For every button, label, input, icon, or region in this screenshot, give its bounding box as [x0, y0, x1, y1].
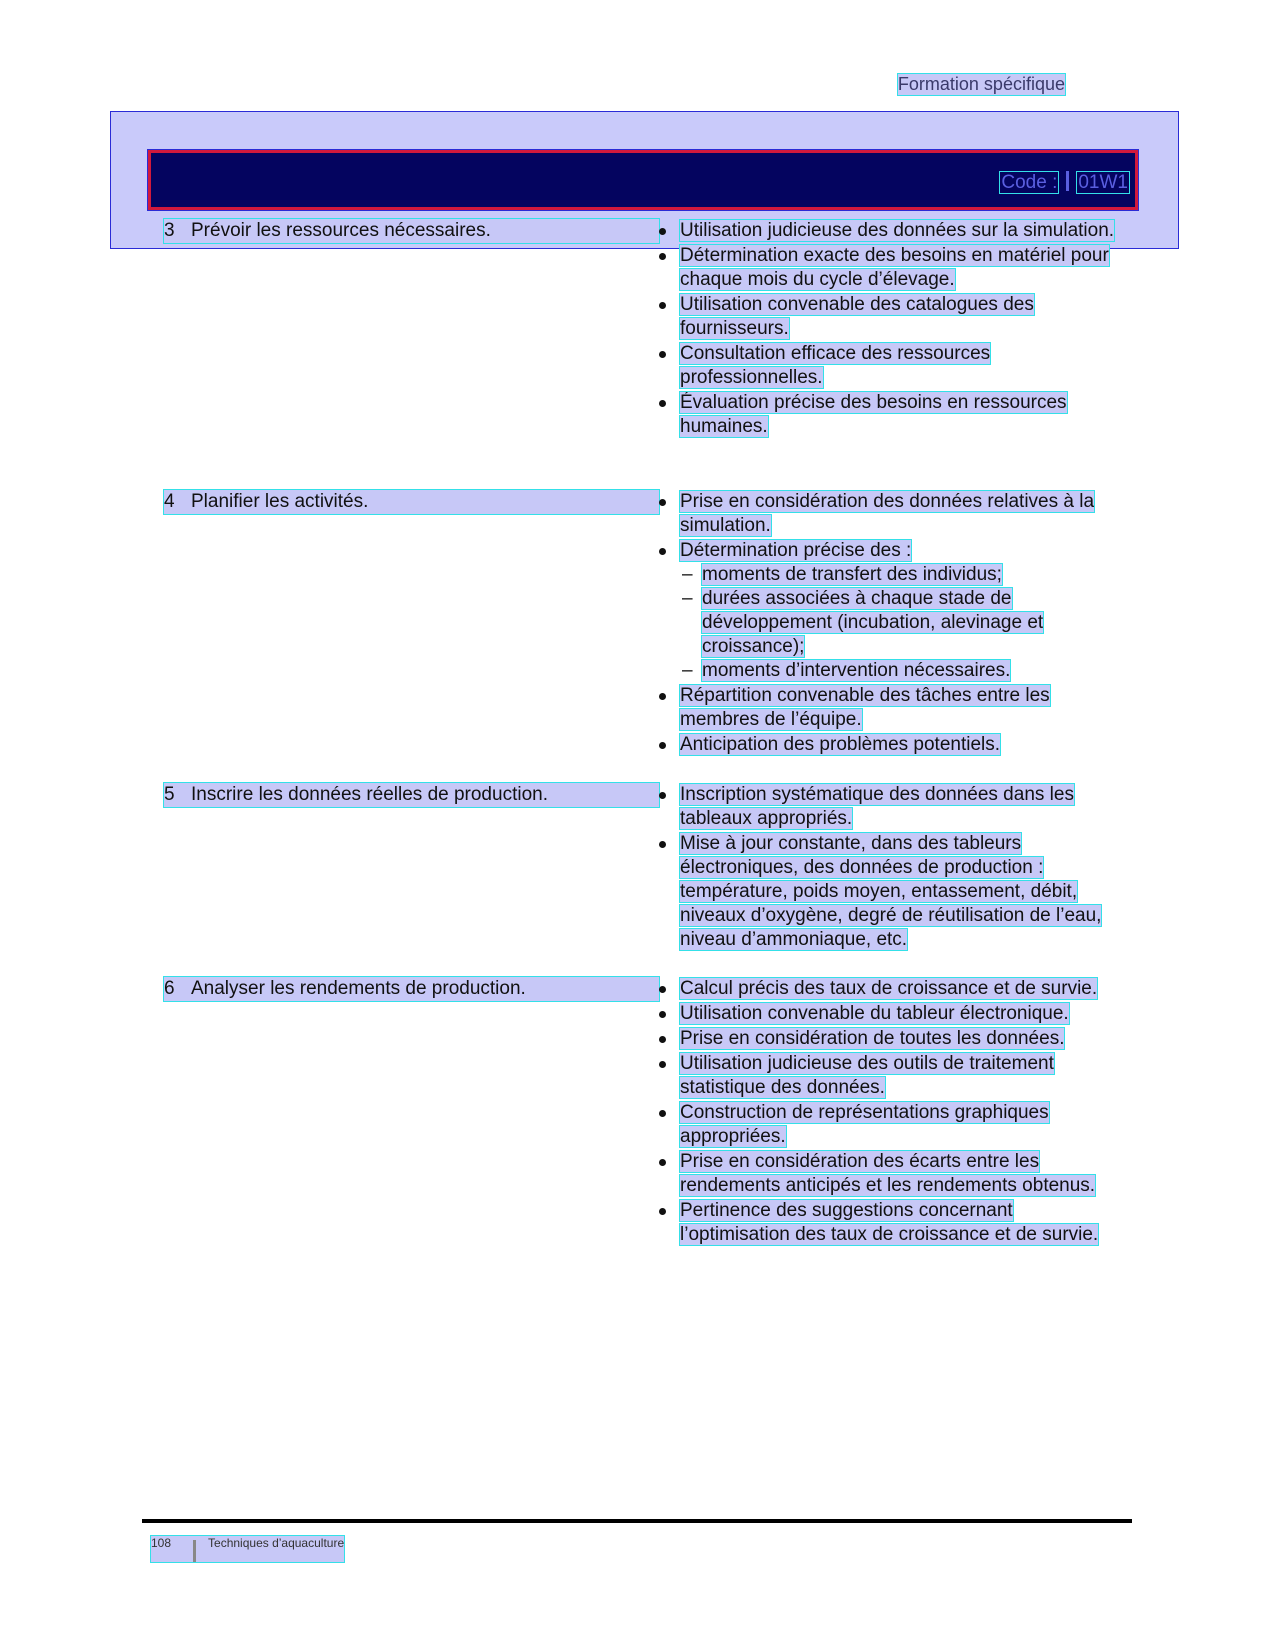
criterion: Détermination précise des : – moments de transfert des individus; – durées associées à chaque stade de développement (incubation, alevinage et croissance); – moments d’intervention nécessaires.	[656, 539, 1116, 683]
sub-criterion: – moments de transfert des individus;	[680, 563, 1116, 587]
criterion: Utilisation judicieuse des données sur la simulation.	[656, 219, 1116, 243]
code-value: 01W1	[1078, 172, 1128, 193]
criterion: Prise en considération de toutes les données.	[656, 1027, 1116, 1051]
criteria-list	[656, 783, 1116, 953]
criterion: Mise à jour constante, dans des tableurs électroniques, des données de production : température, poids moyen, entassement, débit, niveaux d’oxygène, degré de réutilisation de l’eau, niveau d’ammoniaque, etc.	[656, 832, 1116, 952]
program-title: Techniques d’aquaculture	[208, 1536, 345, 1550]
criterion: Consultation efficace des ressources professionnelles.	[656, 342, 1116, 390]
sub-criteria-list	[680, 563, 1116, 683]
criterion: Inscription systématique des données dans les tableaux appropriés.	[656, 783, 1116, 831]
criterion: Utilisation judicieuse des outils de traitement statistique des données.	[656, 1052, 1116, 1100]
running-header: Formation spécifique	[897, 74, 1065, 94]
course-code	[1000, 171, 1129, 194]
code-label: Code :	[1001, 172, 1058, 193]
sub-criterion: – moments d’intervention nécessaires.	[680, 659, 1116, 683]
criterion: Utilisation convenable du tableur électronique.	[656, 1002, 1116, 1026]
criterion: Évaluation précise des besoins en ressources humaines.	[656, 391, 1116, 439]
sub-criterion: – durées associées à chaque stade de développement (incubation, alevinage et croissance);	[680, 587, 1116, 659]
element-label: 3 Prévoir les ressources nécessaires.	[164, 219, 659, 243]
criteria-list	[656, 490, 1116, 758]
criterion: Construction de représentations graphiques appropriées.	[656, 1101, 1116, 1149]
criterion: Utilisation convenable des catalogues des fournisseurs.	[656, 293, 1116, 341]
criterion: Détermination exacte des besoins en matériel pour chaque mois du cycle d’élevage.	[656, 244, 1116, 292]
element-label: 6 Analyser les rendements de production.	[164, 977, 659, 1001]
criterion: Prise en considération des écarts entre les rendements anticipés et les rendements obtenus.	[656, 1150, 1116, 1198]
criteria-list	[656, 219, 1116, 440]
element-label: 5 Inscrire les données réelles de production.	[164, 783, 659, 807]
criterion: Prise en considération des données relatives à la simulation.	[656, 490, 1116, 538]
page-number: 108	[151, 1536, 172, 1550]
footer-rule	[142, 1519, 1132, 1523]
criterion: Pertinence des suggestions concernant l’optimisation des taux de croissance et de survie.	[656, 1199, 1116, 1247]
criteria-list	[656, 977, 1116, 1248]
page-footer	[151, 1536, 344, 1562]
title-bar	[148, 150, 1138, 210]
criterion: Calcul précis des taux de croissance et de survie.	[656, 977, 1116, 1001]
element-label: 4 Planifier les activités.	[164, 490, 659, 514]
criterion: Répartition convenable des tâches entre les membres de l’équipe.	[656, 684, 1116, 732]
criterion: Anticipation des problèmes potentiels.	[656, 733, 1116, 757]
